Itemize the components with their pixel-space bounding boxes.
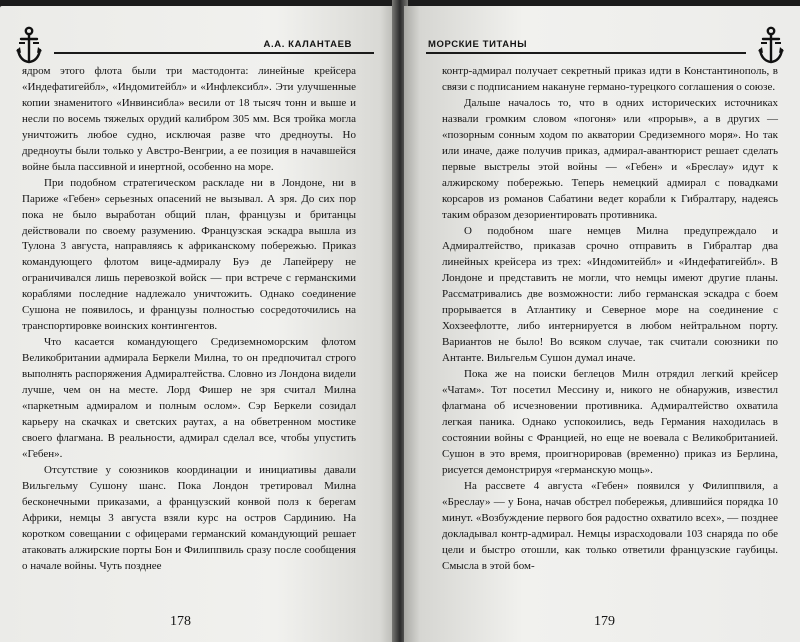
page-number: 178 — [170, 614, 191, 629]
paragraph: контр-адмирал получает секретный приказ идти в Константинополь, в связи с подписанием накануне германо-турецкого соглашения о союзе. — [442, 65, 778, 93]
right-page-header — [426, 24, 786, 58]
paragraph: При подобном стратегическом раскладе ни в Лондоне, ни в Париже «Гебен» серьезных опасений не вызывал. А зря. До сих пор пока не было выработан общий план, французы и британцы действовали по своему разумению. Французская эскадра вышла из Тулона 3 августа, направляясь к африканскому побережью. Приказ командующего флотом вице-адмиралу Буэ де Лапейреру не ограничивался лишь перевозкой войск — при встрече с германскими кораблями последние надлежало уничтожить. Однако соединение Сушона не появилось, и французы полностью сосредоточились на транспортировке воинских контингентов. — [22, 176, 356, 333]
anchor-icon — [14, 26, 44, 66]
left-page — [0, 6, 396, 642]
paragraph: Пока же на поиски беглецов Милн отрядил легкий крейсер «Чатам». Тот посетил Мессину и, никого не обнаружив, известил флагмана об исчезновении противника. Адмиралтейство охватила легкая паника. Однако успокоились, ведь Германия находилась в состоянии войны с Францией, но еще не воевала с Великобританией. Сушон в это время, проигнорировав (временно) приказ из Берлина, рисуется демонстрируя «германскую мощь». — [442, 368, 778, 476]
page-number: 179 — [594, 614, 615, 629]
header-rule — [54, 52, 374, 54]
right-page — [404, 6, 800, 642]
running-head: А.А. КАЛАНТАЕВ — [263, 39, 352, 50]
paragraph: О подобном шаге немцев Милна предупреждало и Адмиралтейство, приказав срочно отправить в Гибралтар два линейных крейсера из трех: «Индомитейбл» и «Индефатигейбл». В Лондоне и представить не могли, что немцы имеют другие планы. Рассматривались две возможности: либо германская эскадра с боем прорывается в Атлантику и Северное море на соединение с Хохзеефлотте, либо интернируется в любом нейтральном порту. Вариантов не было! Во всяком случае, так считали союзники по Антанте. Вильгельм Сушон думал иначе. — [442, 224, 778, 365]
header-rule — [426, 52, 746, 54]
paragraph: ядром этого флота были три мастодонта: линейные крейсера «Индефатигейбл», «Индомитейбл» и «Инфлексибл». Эти улучшенные копии знаменитого «Инвинсибла» весили от 18 тысяч тонн и выше и несли по восемь тяжелых орудий калибром 305 мм. Вся тройка могла уничтожить любое судно, исключая разве что дредноуты. Но дредноуты были только у Австро-Венгрии, а ее позиция в начавшейся войне была пассивной и инертной, особенно на море. — [22, 65, 356, 173]
left-page-header — [14, 24, 374, 58]
right-page-text — [442, 64, 778, 575]
left-page-text — [22, 64, 356, 575]
paragraph: Отсутствие у союзников координации и инициативы давали Вильгельму Сушону шанс. Пока Лондон третировал Милна бесконечными приказами, а французский конвой полз к берегам Африки, немцы 3 августа взяли курс на остров Сардинию. На коротком совещании с офицерами германский командующий решает атаковать алжирские порты Бон и Филиппвиль сразу после сообщения о начале войны. Чуть позднее — [22, 463, 356, 572]
paragraph: Что касается командующего Средиземноморским флотом Великобритании адмирала Беркели Милна, то он предпочитал строго выполнять распоряжения Адмиралтейства. Словно из Лондона видели лучше, чем он на месте. Лорд Фишер не зря считал Милна «паркетным адмиралом и полным ослом». Сэр Беркели созидал карьеру на скачках и светских раутах, а на обветренном мостике своего флагмана. В реальности, адмирал сделал все, чтобы упустить «Гебен». — [22, 336, 356, 460]
anchor-icon — [756, 26, 786, 66]
running-head: МОРСКИЕ ТИТАНЫ — [428, 39, 528, 50]
paragraph: Дальше началось то, что в одних исторических источниках назвали громким словом «погоня» или «прорыв», а в других — «позорным сонным ходом по акватории Средиземного моря». Но так или иначе, даже получив приказ, адмирал-авантюрист решает сделать первые выстрелы этой войны — «Гебен» и «Бреслау» идут к алжирскому побережью. Теперь немецкий адмирал с повадками корсаров из романов Сабатини ведет корабли к Гибралтару, надеясь таким образом дезориентировать противника. — [442, 96, 778, 221]
paragraph: На рассвете 4 августа «Гебен» появился у Филиппвиля, а «Бреслау» — у Бона, начав обстрел побережья, длившийся порядка 10 минут. «Возбуждение первого боя радостно охватило всех», — позднее докладывал контр-адмирал. Немцы израсходовали 103 снаряда по обе цели и быстро отошли, как только ответили французские гаубицы. Смысла в этой бом- — [442, 479, 778, 572]
